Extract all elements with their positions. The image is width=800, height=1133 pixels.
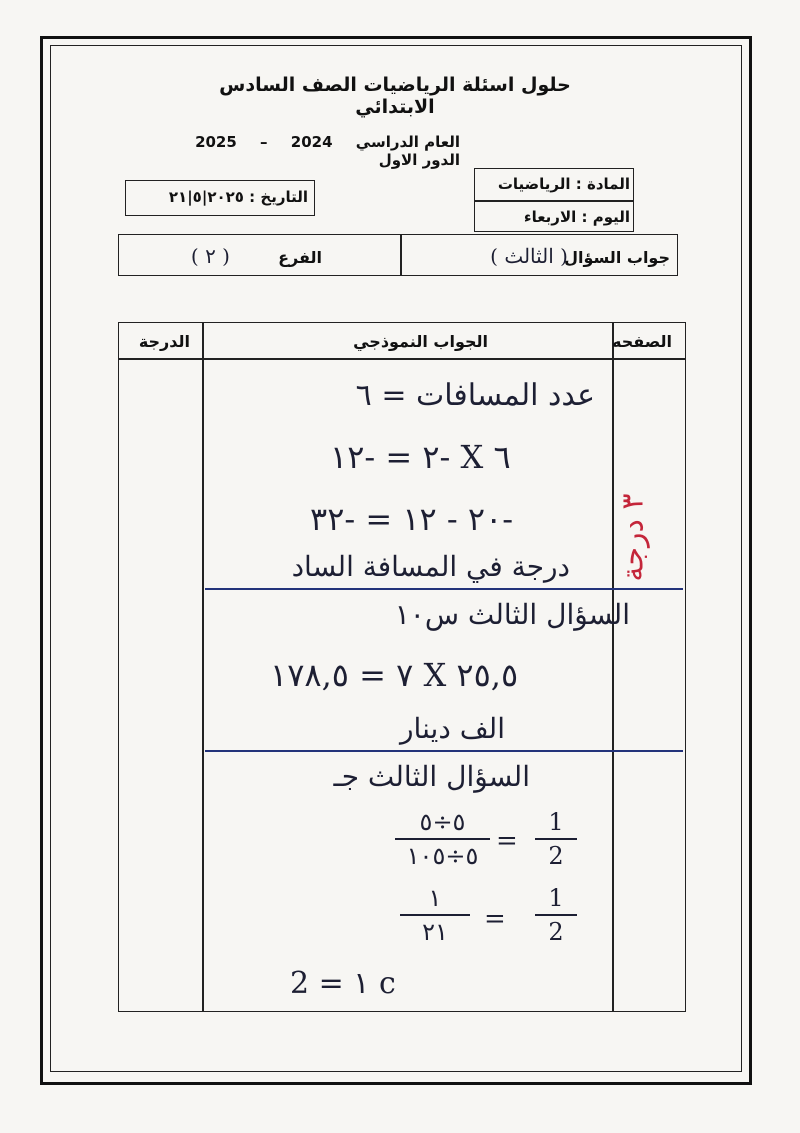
answer-final-line: 2 = ١ c xyxy=(290,966,396,1001)
day-field: اليوم : الاربعاء xyxy=(523,208,630,226)
fraction-2-rhs xyxy=(535,884,577,946)
fraction-1-rhs xyxy=(535,808,577,870)
branch-label: الفرع xyxy=(278,248,322,267)
page-column-divider xyxy=(612,322,614,1012)
answer-line-2: ٦ X -٢ = -١٢ xyxy=(330,438,511,476)
answer-line-8: السؤال الثالث جـ xyxy=(333,760,530,793)
fraction-1-rhs-bar xyxy=(535,838,577,840)
header-page: الصفحه xyxy=(611,332,672,351)
fraction-1-denominator: ٥÷١٠٥ xyxy=(406,842,479,870)
year-dash: – xyxy=(260,133,268,151)
answer-line-5: السؤال الثالث س١٠ xyxy=(394,598,630,631)
question-box-divider xyxy=(400,234,402,276)
subject-field: المادة : الرياضيات xyxy=(497,175,630,193)
fraction-2-numerator: ١ xyxy=(428,884,442,912)
header-answer: الجواب النموذجي xyxy=(353,332,488,351)
grade-column-divider xyxy=(202,322,204,1012)
answer-line-1: عدد المسافات = ٦ xyxy=(355,378,595,413)
fraction-1-equals: = xyxy=(496,826,518,856)
academic-year-row xyxy=(120,133,460,169)
fraction-2-denominator: ٢١ xyxy=(422,918,448,946)
fraction-2-rhs-denominator: 2 xyxy=(548,918,564,946)
fraction-2-bar xyxy=(400,914,470,916)
section-divider-2 xyxy=(205,750,683,752)
fraction-1-lhs xyxy=(395,808,490,870)
answer-line-4: درجة في المسافة الساد xyxy=(291,550,570,583)
fraction-2-rhs-numerator: 1 xyxy=(548,884,564,912)
section-divider-1 xyxy=(205,588,683,590)
fraction-1-rhs-numerator: 1 xyxy=(548,808,564,836)
year-label: العام الدراسي xyxy=(355,133,460,151)
answer-line-7: الف دينار xyxy=(400,712,505,745)
fraction-1-numerator: ٥÷٥ xyxy=(419,808,466,836)
date-field: التاريخ : ٢٠٢٥|٥|٢١ xyxy=(168,188,308,206)
page-title: حلول اسئلة الرياضيات الصف السادس الابتدائي xyxy=(219,74,571,118)
header-grade: الدرجة xyxy=(138,332,190,351)
answer-line-3: -٢٠ - ١٢ = -٣٢ xyxy=(310,500,514,538)
fraction-1-bar xyxy=(395,838,490,840)
fraction-2-lhs xyxy=(400,884,470,946)
subject-box-divider xyxy=(474,200,634,202)
year-end: 2025 xyxy=(195,133,237,151)
exam-round: الدور الاول xyxy=(378,151,460,169)
grader-margin-note: ٣ درجة xyxy=(615,493,651,582)
branch-value: ( ٢ ) xyxy=(190,244,230,268)
question-label: جواب السؤال xyxy=(564,248,670,267)
year-start: 2024 xyxy=(290,133,333,151)
answer-line-6: ٢٥,٥ X ٧ = ١٧٨,٥ xyxy=(270,656,519,694)
fraction-2-rhs-bar xyxy=(535,914,577,916)
fraction-2-equals: = xyxy=(484,904,506,934)
question-value: ( الثالث ) xyxy=(490,244,568,268)
fraction-1-rhs-denominator: 2 xyxy=(548,842,564,870)
